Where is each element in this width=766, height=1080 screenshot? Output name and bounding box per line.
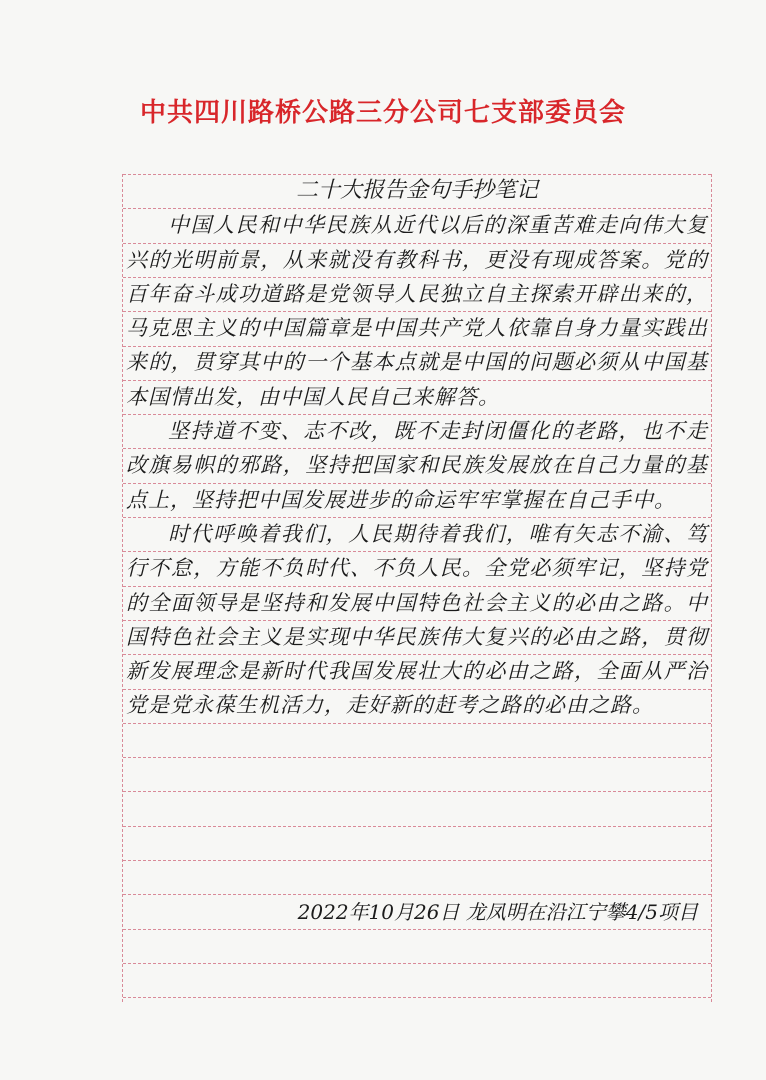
paragraph-1: 中国人民和中华民族从近代以后的深重苦难走向伟大复兴的光明前景，从来就没有教科书，更没有现成答案。党的百年奋斗成功道路是党领导人民独立自主探索开辟出来的，马克思主义的中国篇章是中国共产党人依靠自身力量实践出来的，贯穿其中的一个基本点就是中国的问题必须从中国基本国情出发，由中国人民自己来解答。	[126, 213, 708, 409]
ruled-line	[123, 997, 711, 998]
note-title: 二十大报告金句手抄笔记	[295, 178, 538, 203]
paragraph-2: 坚持道不变、志不改，既不走封闭僵化的老路，也不走改旗易帜的邪路，坚持把国家和民族发展放在自己力量的基点上，坚持把中国发展进步的命运牢牢掌握在自己手中。	[126, 419, 708, 512]
ruled-line	[123, 791, 711, 792]
ruled-line	[123, 826, 711, 827]
ruled-line	[123, 860, 711, 861]
handwritten-content	[122, 174, 712, 723]
paragraph-3: 时代呼唤着我们，人民期待着我们，唯有矢志不渝、笃行不怠，方能不负时代、不负人民。全党必须牢记，坚持党的全面领导是坚持和发展中国特色社会主义的必由之路。中国特色社会主义是实现中华民族伟大复兴的必由之路，贯彻新发展理念是新时代我国发展壮大的必由之路，全面从严治党是党永葆生机活力，走好新的赶考之路的必由之路。	[126, 521, 708, 718]
ruled-line	[123, 757, 711, 758]
ruled-line	[123, 963, 711, 964]
ruled-line	[123, 723, 711, 724]
letterhead-title: 中共四川路桥公路三分公司七支部委员会	[139, 98, 626, 128]
date-signature: 2022年10月26日 龙凤明在沿江宁攀4/5项目	[297, 900, 698, 924]
